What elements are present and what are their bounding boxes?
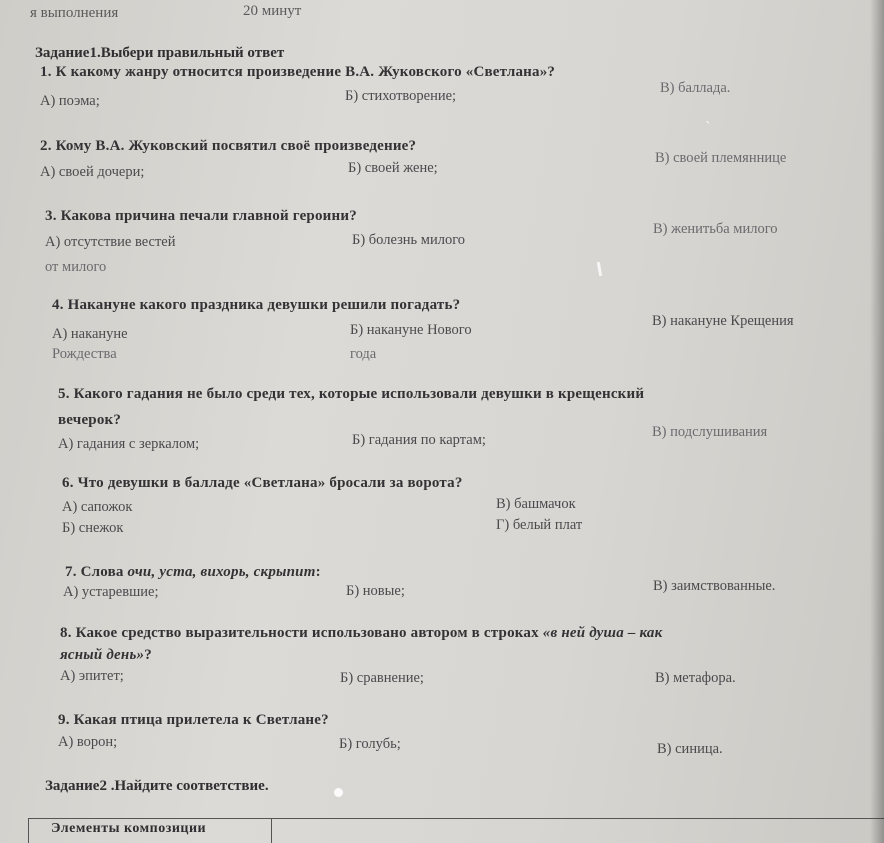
duration-label: я выполнения — [30, 5, 119, 21]
q6-option-c: В) башмачок — [496, 496, 576, 512]
q7-option-c: В) заимствованные. — [653, 578, 776, 594]
q2-option-b: Б) своей жене; — [348, 160, 438, 176]
question-7-end: : — [315, 564, 321, 580]
question-5-cont: вечерок? — [58, 412, 122, 428]
question-2: 2. Кому В.А. Жуковский посвятил своё произведение? — [40, 138, 417, 154]
question-8 — [60, 625, 662, 642]
table-col1-header: Элементы композиции — [51, 821, 207, 836]
question-9: 9. Какая птица прилетела к Светлане? — [58, 712, 329, 728]
question-3: 3. Какова причина печали главной героини? — [45, 208, 357, 224]
q8-option-c: В) метафора. — [655, 670, 736, 686]
table-header-cell — [29, 819, 272, 843]
q5-option-a: А) гадания с зеркалом; — [58, 436, 200, 452]
q7-option-a: А) устаревшие; — [63, 584, 159, 600]
q7-option-b: Б) новые; — [346, 583, 405, 599]
q1-option-b: Б) стихотворение; — [345, 88, 457, 104]
glare-spot — [334, 788, 343, 797]
q6-option-b: Б) снежок — [62, 520, 124, 536]
q1-option-a: А) поэма; — [40, 93, 100, 109]
q3-option-a: А) отсутствие вестей — [45, 234, 176, 250]
question-8-end: ? — [144, 647, 152, 663]
q9-option-a: А) ворон; — [58, 734, 118, 750]
task1-title: Задание1.Выбери правильный ответ — [35, 45, 285, 61]
question-4: 4. Накануне какого праздника девушки решили погадать? — [52, 297, 461, 313]
q2-option-c: В) своей племяннице — [655, 150, 787, 166]
question-7-words: очи, уста, вихорь, скрыпит — [127, 564, 316, 580]
q1-option-c: В) баллада. — [660, 80, 731, 96]
glare-mark: ˎ — [705, 108, 712, 124]
q6-option-a: А) сапожок — [62, 499, 133, 515]
q3-option-a-cont: от милого — [45, 259, 107, 275]
q4-option-b-cont: года — [350, 346, 377, 362]
question-8-cont — [60, 647, 152, 664]
question-1: 1. К какому жанру относится произведение В.А. Жуковского «Светлана»? — [40, 64, 556, 80]
q3-option-c: В) женитьба милого — [653, 221, 778, 237]
photo-edge-shadow — [870, 0, 884, 843]
q9-option-c: В) синица. — [657, 741, 723, 757]
matching-table — [28, 818, 884, 843]
q6-option-d: Г) белый плат — [496, 517, 583, 533]
question-8-quote: «в ней душа – как — [542, 625, 663, 641]
q4-option-c: В) накануне Крещения — [652, 313, 794, 329]
question-7-lead: 7. Слова — [65, 564, 128, 580]
q4-option-a: А) накануне — [52, 326, 128, 342]
question-5: 5. Какого гадания не было среди тех, которые использовали девушки в крещенский — [58, 386, 645, 402]
q2-option-a: А) своей дочери; — [40, 164, 145, 180]
q3-option-b: Б) болезнь милого — [352, 232, 466, 248]
q4-option-a-cont: Рождества — [52, 346, 117, 362]
q8-option-a: А) эпитет; — [60, 668, 124, 684]
duration-value: 20 минут — [243, 3, 302, 19]
question-8-quote-cont: ясный день» — [60, 647, 145, 663]
q8-option-b: Б) сравнение; — [340, 670, 424, 686]
question-7 — [65, 564, 321, 581]
q5-option-c: В) подслушивания — [652, 424, 768, 440]
question-8-lead: 8. Какое средство выразительности использовано автором в строках — [60, 625, 543, 641]
q9-option-b: Б) голубь; — [339, 736, 401, 752]
q5-option-b: Б) гадания по картам; — [352, 432, 486, 448]
task2-title: Задание2 .Найдите соответствие. — [45, 778, 269, 794]
q4-option-b: Б) накануне Нового — [350, 322, 472, 338]
question-6: 6. Что девушки в балладе «Светлана» бросали за ворота? — [62, 475, 463, 491]
glare-mark — [597, 262, 602, 276]
